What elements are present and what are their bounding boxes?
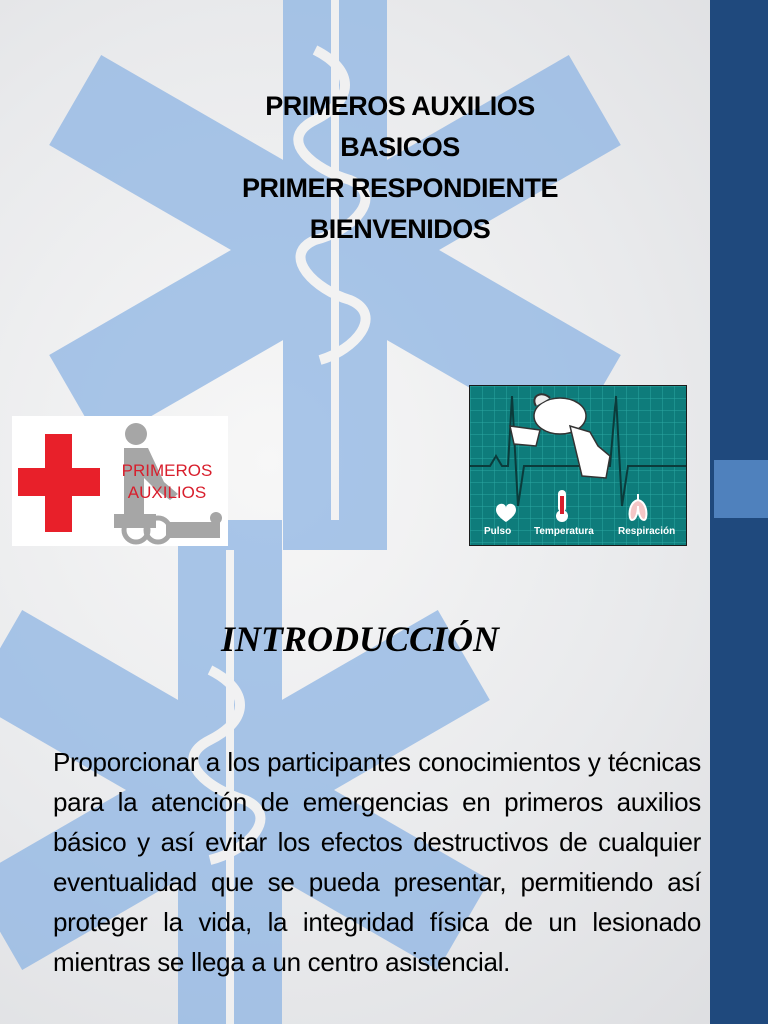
vital-label-pulse: Pulso: [484, 526, 512, 537]
side-decoration-accent: [714, 460, 768, 518]
vital-label-temperature: Temperatura: [534, 526, 594, 537]
logo-text: [108, 460, 226, 504]
red-cross-icon: [18, 434, 108, 534]
introduction-heading: INTRODUCCIÓN: [220, 619, 500, 659]
title-line: BIENVENIDOS: [309, 214, 491, 244]
logo-text-line2: AUXILIOS: [127, 483, 207, 502]
introduction-body: Proporcionar a los participantes conocimientos y técnicas para la atención de emergencias en primeros auxilios básico y así evitar los efectos destructivos de cualquier eventualidad que se pueda presentar, permitiendo así proteger la vida, la integridad física de un lesionado mientras se llega a un centro asistencial.: [53, 747, 701, 977]
vital-signs-illustration-icon: [470, 386, 686, 545]
title-line: PRIMER RESPONDIENTE: [241, 173, 559, 203]
title-line: BASICOS: [340, 132, 460, 162]
vital-signs-image: [469, 385, 687, 546]
logo-text-line1: PRIMEROS: [121, 461, 213, 480]
first-aid-logo: [12, 416, 228, 546]
vital-label-respiration: Respiración: [618, 526, 676, 537]
slide-title: [200, 86, 600, 250]
title-line: PRIMEROS AUXILIOS: [265, 91, 535, 121]
